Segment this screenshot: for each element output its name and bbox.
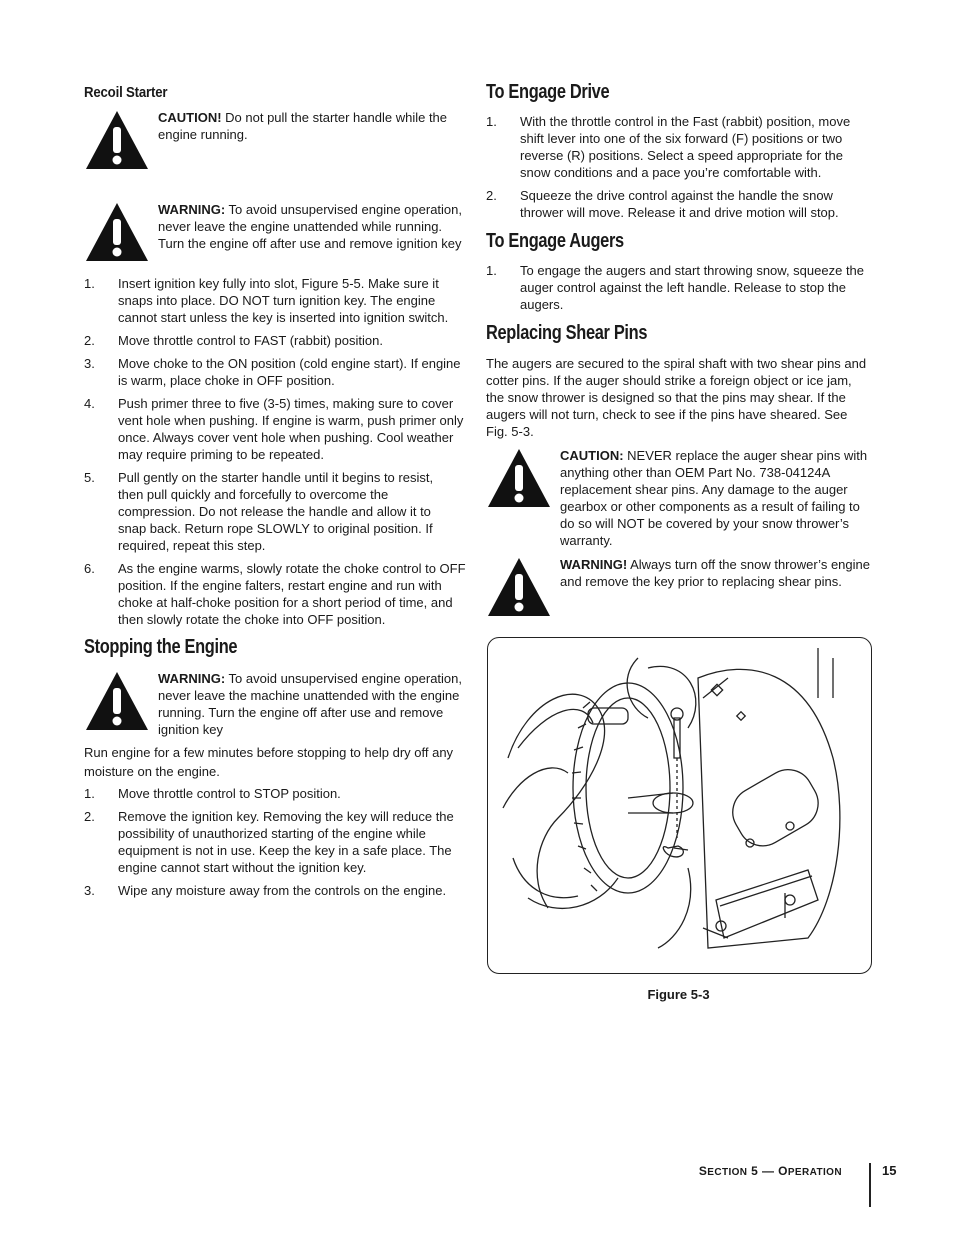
- warning-notice-recoil: [84, 201, 470, 268]
- warning-label: WARNING!: [560, 557, 628, 572]
- engage-drive-heading: To Engage Drive: [486, 81, 610, 103]
- warning-notice-shear: [486, 556, 874, 623]
- list-item: 2. Move throttle control to FAST (rabbit) position.: [84, 333, 383, 348]
- list-item: 1. Insert ignition key fully into slot, Figure 5-5. Make sure it snaps into place. DO NOT turn ignition key. The engine cannot start unless the key is inserted into ignition switch.: [84, 276, 449, 325]
- caution-notice-shear: [486, 447, 874, 549]
- auger-shear-pin-drawing: [488, 638, 871, 973]
- shear-pins-intro: The augers are secured to the spiral shaft with two shear pins and cotter pins. If the auger should strike a foreign object or ice jam, the snow thrower is designed so that the pins may shear. If the augers will not turn, check to see if the pins have sheared. See Fig. 5-3.: [486, 356, 867, 439]
- warning-label: WARNING:: [158, 671, 226, 686]
- augers-steps-list: [486, 262, 874, 313]
- list-item: 1. With the throttle control in the Fast (rabbit) position, move shift lever into one of the six forward (F) positions or two reverse (R) positions. Select a speed appropriate for the snow conditions and a pace you’re comfortable with.: [486, 114, 851, 180]
- caution-label: CAUTION:: [560, 448, 624, 463]
- recoil-starter-heading: Recoil Starter: [84, 84, 168, 101]
- warning-triangle-icon: [486, 447, 552, 549]
- engage-augers-heading: To Engage Augers: [486, 230, 624, 252]
- list-item: 4. Push primer three to five (3-5) times, making sure to cover vent hole when pushing. If engine is warm, push primer only once. Always cover vent hole when pushing. Cool weather may require priming to be repeated.: [84, 396, 464, 462]
- warning-triangle-icon: [84, 109, 150, 176]
- warning-notice-stopping: [84, 670, 470, 738]
- caution-label: CAUTION!: [158, 110, 222, 125]
- warning-text: Always turn off the snow thrower’s engine and remove the key prior to replacing shear pins.: [560, 557, 870, 589]
- list-item: 3. Wipe any moisture away from the controls on the engine.: [84, 883, 447, 898]
- figure-5-3-illustration: [487, 637, 872, 974]
- figure-caption: Figure 5-3: [647, 987, 710, 1002]
- list-item: 2. Remove the ignition key. Removing the key will reduce the possibility of unauthorized starting of the engine while equipment is not in use. Keep the key in a safe place. The engine cannot start without the ignition key.: [84, 809, 454, 875]
- list-item: 6. As the engine warms, slowly rotate the choke control to OFF position. If the engine falters, restart engine and run with choke at half-choke position for a short period of time, and then slowly rotate the choke into OFF position.: [84, 561, 466, 627]
- warning-triangle-icon: [84, 201, 150, 268]
- list-item: 3. Move choke to the ON position (cold engine start). If engine is warm, place choke in OFF position.: [84, 356, 461, 388]
- warning-triangle-icon: [486, 556, 552, 623]
- warning-text: To avoid unsupervised engine operation, never leave the machine unattended with the engine running. Turn the engine off after use and remove ignition key: [158, 671, 462, 737]
- replacing-shear-pins-heading: Replacing Shear Pins: [486, 322, 648, 344]
- warning-text: To avoid unsupervised engine operation, never leave the engine unattended while running. Turn the engine off after use and remove ignition key: [158, 202, 462, 251]
- warning-label: WARNING:: [158, 202, 226, 217]
- caution-text: NEVER replace the auger shear pins with anything other than OEM Part No. 738-04124A replacement shear pins. Any damage to the auger gearbox or other components as a result of failing to do so will NOT be covered by your snow thrower’s warranty.: [560, 448, 868, 548]
- stopping-engine-heading: Stopping the Engine: [84, 636, 238, 658]
- footer-divider: [869, 1163, 871, 1207]
- section-label: SECTION 5 — OPERATION: [698, 1164, 842, 1178]
- caution-text: Do not pull the starter handle while the engine running.: [158, 110, 448, 142]
- warning-triangle-icon: [84, 670, 150, 738]
- list-item: 2. Squeeze the drive control against the handle the snow thrower will move. Release it and drive motion will stop.: [486, 188, 839, 220]
- list-item: 1. To engage the augers and start throwing snow, squeeze the auger control against the left handle. Release to stop the augers.: [486, 263, 865, 312]
- list-item: 5. Pull gently on the starter handle until it begins to resist, then pull quickly and forcefully to overcome the compression. Do not release the handle and allow it to snap back. Return rope SLOWLY to original position. If required, repeat this step.: [84, 470, 434, 553]
- page-number: 15: [882, 1163, 897, 1178]
- drive-steps-list: [486, 113, 874, 221]
- recoil-steps-list: [84, 275, 470, 628]
- caution-notice-recoil: [84, 109, 470, 176]
- list-item: 1. Move throttle control to STOP position.: [84, 786, 341, 801]
- stopping-intro: Run engine for a few minutes before stopping to help dry off any moisture on the engine.: [84, 745, 454, 779]
- stopping-steps-list: [84, 785, 470, 899]
